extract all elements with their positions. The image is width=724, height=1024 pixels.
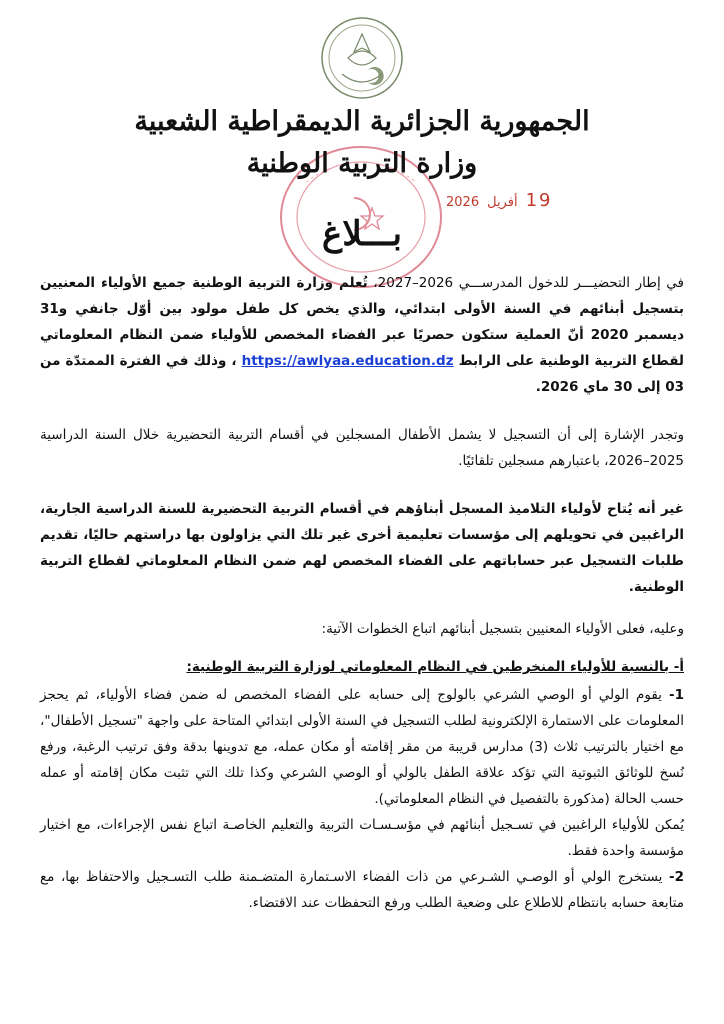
paragraph-period: ، وذلك في الفترة الممتدّة من 03 إلى 30 ماي 2026. [40,353,684,395]
date-month: أفريل [487,195,518,210]
step-2-text: يستخرج الولي أو الوصـي الشـرعي من ذات الفضاء الاسـتمارة المتضـمنة طلب التسـجيل والاحتفاظ بها، مع متابعة حسابه بانتظام للاطلاع على وضعية الطلب ورفع التحفظات عند الاقتضاء. [40,869,684,911]
section-a-heading: أ- بالنسبة للأولياء المنخرطين في النظام المعلوماتي لوزارة التربية الوطنية: [186,659,684,675]
transfer-paragraph: غير أنه يُتاح لأولياء التلاميذ المسجل أبناؤهم في أقسام التربية التحضيرية للسنة الدراسية الجارية، الراغبين في تحويلهم إلى مؤسسات تعليمية أخرى غير تلك التي يزاولون بها دراستهم حاليًا، تقديم طلبات التسجيل عبر حساباتهم على الفضاء المخصص لهم ضمن النظام المعلوماتي لقطاع التربية الوطنية. [40,501,684,595]
private-schools-note: يُمكن للأولياء الراغبين في تسـجيل أبنائهم في مؤسـسـات التربية والتعليم الخاصـة اتباع نفس الإجراءات، مع اختيار مؤسسة واحدة فقط. [40,817,684,859]
step-2 [40,864,684,916]
algeria-emblem-icon [318,14,406,102]
date-day: 19 [525,190,553,211]
step-1-number: 1- [669,687,685,703]
announcement-paragraph [40,270,684,400]
paragraph-intro: في إطار التحضيـــر للدخول المدرســـي 2026–2027، [367,275,684,291]
preschool-note: وتجدر الإشارة إلى أن التسجيل لا يشمل الأطفال المسجلين في أقسام التربية التحضيرية خلال السنة الدراسية 2025–2026، باعتبارهم مسجلين تلقائيًا. [40,427,684,469]
document-body [40,270,684,916]
republic-name: الجمهورية الجزائرية الديمقراطية الشعبية [134,106,590,137]
document-title: بـــلاغ [322,214,402,254]
step-1-text: يقوم الولي أو الوصي الشرعي بالولوج إلى حسابه على الفضاء المخصص له ضمن فضاء الأولياء، ثم يحجز المعلومات على الاستمارة الإلكترونية لطلب التسجيل في السنة الأولى ابتدائي المتاحة على واجهة "تسجيل الأطفال"، مع اختيار بالترتيب ثلاث (3) مدارس قريبة من مقر إقامته أو مكان عمله، مع تدوينها بدقة وفق ترتيب الرغبة، ورفع نُسخ للوثائق الثبوتية التي تؤكد علاقة الطفل بالولي أو الوصي الشرعي وكذا تلك التي تثبت مكان إقامته أو عمله حسب الحالة (مذكورة بالتفصيل في النظام المعلوماتي). [40,687,685,807]
date-year: 2026 [446,195,480,210]
paragraph-bold: تُعلم وزارة التربية الوطنية جميع الأولياء المعنيين بتسجيل أبنائهم في السنة الأولى ابتدائي، والذي يخص كل طفل مولود بين أوّل جانفي و31 ديسمبر 2020 أنّ العملية ستكون حصريًا عبر الفضاء المخصص للأولياء ضمن النظام المعلوماتي لقطاع التربية الوطنية على الرابط [40,275,684,369]
registration-link[interactable]: https://awlyaa.education.dz [241,353,454,369]
document-date [446,190,552,211]
step-1 [40,682,684,812]
ministry-name: وزارة التربية الوطنية [246,148,478,179]
steps-intro: وعليه، فعلى الأولياء المعنيين بتسجيل أبنائهم اتباع الخطوات الآتية: [321,621,684,637]
step-2-number: 2- [668,869,684,885]
